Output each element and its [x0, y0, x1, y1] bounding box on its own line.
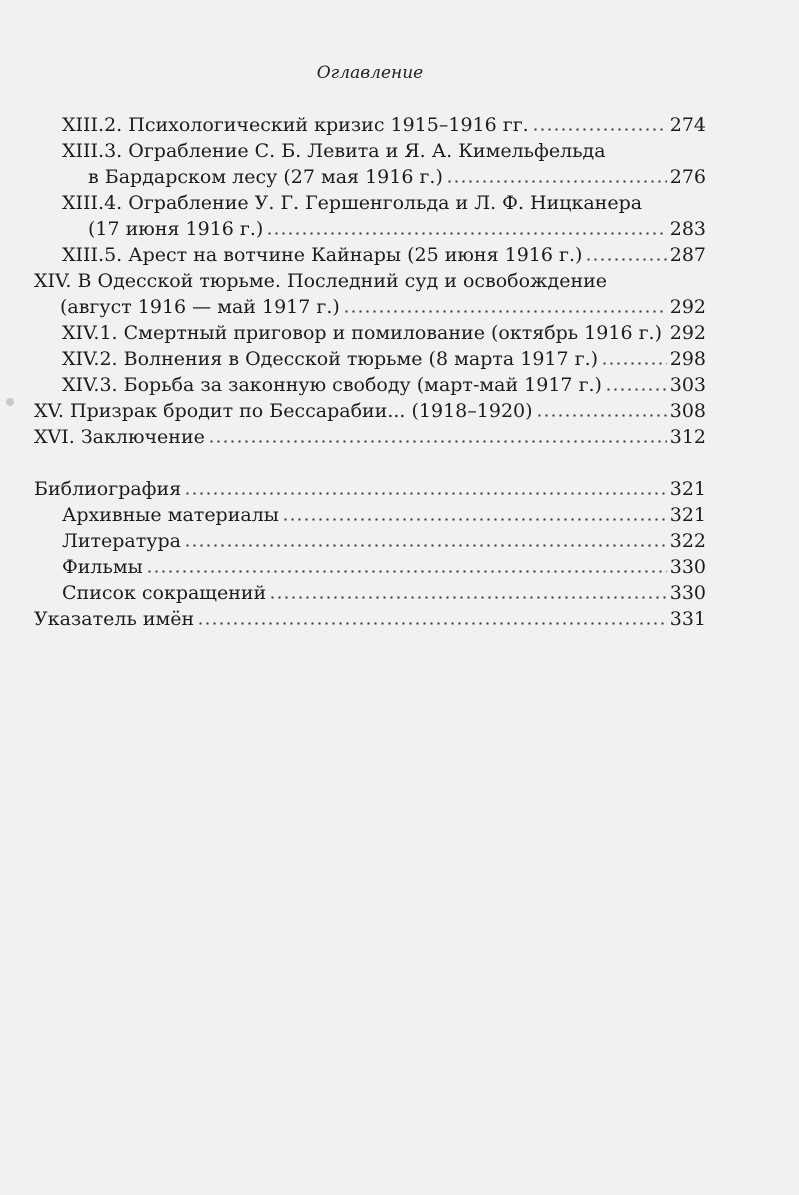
dot-leader [601, 362, 667, 365]
toc-entry-title: Библиография [34, 478, 182, 500]
toc-entry-title: XIV. В Одесской тюрьме. Последний суд и освобождение [34, 270, 608, 292]
toc-entry[interactable] [0, 528, 706, 554]
dot-leader [282, 518, 667, 521]
dot-leader [197, 622, 667, 625]
toc-entry[interactable] [0, 138, 706, 190]
toc-entry-line [0, 164, 706, 190]
table-of-contents [0, 112, 799, 632]
toc-page-number: 322 [669, 530, 706, 552]
dot-leader [446, 180, 667, 183]
toc-entry-line [0, 294, 706, 320]
dot-leader [184, 544, 667, 547]
toc-entry-line [0, 606, 706, 632]
toc-entry[interactable] [0, 502, 706, 528]
toc-entry-title: XIII.2. Психологический кризис 1915–1916 гг. [62, 114, 529, 136]
toc-entry-line [0, 216, 706, 242]
toc-entry-line [0, 528, 706, 554]
toc-entry[interactable] [0, 242, 706, 268]
toc-entry-title: (август 1916 — май 1917 г.) [60, 296, 340, 318]
toc-entry-title: XIV.1. Смертный приговор и помилование (октябрь 1916 г.) [62, 322, 662, 344]
running-header: Оглавление [316, 63, 424, 83]
toc-entry[interactable] [0, 554, 706, 580]
toc-entry-title: Архивные материалы [62, 504, 279, 526]
toc-page-number: 276 [669, 166, 706, 188]
toc-entry-line [0, 580, 706, 606]
toc-entry-title: Фильмы [62, 556, 143, 578]
toc-entry-line [0, 476, 706, 502]
dot-leader [605, 388, 667, 391]
toc-entry-line [0, 242, 706, 268]
dot-leader [184, 492, 667, 495]
toc-entry-title: XIII.3. Ограбление С. Б. Левита и Я. А. Кимельфельда [62, 140, 606, 162]
dot-leader [146, 570, 667, 573]
dot-leader [266, 232, 666, 235]
toc-entry[interactable] [0, 320, 706, 346]
toc-entry-line [0, 398, 706, 424]
toc-entry-line [0, 320, 706, 346]
dot-leader [343, 310, 667, 313]
section-gap [0, 450, 799, 476]
toc-page-number: 308 [669, 400, 706, 422]
dot-leader [532, 128, 667, 131]
toc-entry[interactable] [0, 190, 706, 242]
toc-page-number: 292 [669, 296, 706, 318]
toc-entry-title: XIV.3. Борьба за законную свободу (март-май 1917 г.) [62, 374, 602, 396]
toc-entry-title: Литература [62, 530, 181, 552]
toc-page-number: 298 [669, 348, 706, 370]
toc-entry-line [0, 112, 706, 138]
toc-entry-line [0, 424, 706, 450]
toc-entry[interactable] [0, 580, 706, 606]
toc-entry[interactable] [0, 346, 706, 372]
toc-entry-line [0, 554, 706, 580]
toc-entry[interactable] [0, 112, 706, 138]
toc-page-number: 321 [669, 478, 706, 500]
toc-page-number: 287 [669, 244, 706, 266]
toc-entry-title: Список сокращений [62, 582, 267, 604]
toc-entry-title: Указатель имён [34, 608, 195, 630]
toc-entry-line [0, 502, 706, 528]
toc-entry-title: (17 июня 1916 г.) [88, 218, 264, 240]
toc-page-number: 292 [669, 322, 706, 344]
toc-entry-title: в Бардарском лесу (27 мая 1916 г.) [88, 166, 443, 188]
toc-entry-title: XIII.5. Арест на вотчине Кайнары (25 июня 1916 г.) [62, 244, 583, 266]
toc-entry-title: XIV.2. Волнения в Одесской тюрьме (8 марта 1917 г.) [62, 348, 599, 370]
dot-leader [208, 440, 667, 443]
dot-leader [269, 596, 667, 599]
toc-page-number: 331 [669, 608, 706, 630]
toc-entry[interactable] [0, 398, 706, 424]
toc-entry-title: XIII.4. Ограбление У. Г. Гершенгольда и Л. Ф. Ницканера [62, 192, 643, 214]
toc-page-number: 283 [669, 218, 706, 240]
toc-entry-line [0, 138, 706, 164]
toc-page-number: 330 [669, 582, 706, 604]
toc-entry-line [0, 268, 706, 294]
toc-page-number: 303 [669, 374, 706, 396]
dot-leader [536, 414, 667, 417]
dot-leader [665, 336, 667, 339]
toc-entry[interactable] [0, 476, 706, 502]
toc-entry[interactable] [0, 424, 706, 450]
toc-entry[interactable] [0, 372, 706, 398]
toc-entry-line [0, 372, 706, 398]
toc-page-number: 312 [669, 426, 706, 448]
dot-leader [585, 258, 666, 261]
toc-entry-title: XV. Призрак бродит по Бессарабии... (1918–1920) [34, 400, 533, 422]
toc-entry-title: XVI. Заключение [34, 426, 205, 448]
toc-page-number: 274 [669, 114, 706, 136]
toc-page-number: 330 [669, 556, 706, 578]
toc-entry-line [0, 346, 706, 372]
toc-entry-line [0, 190, 706, 216]
toc-entry[interactable] [0, 268, 706, 320]
toc-page-number: 321 [669, 504, 706, 526]
toc-entry[interactable] [0, 606, 706, 632]
